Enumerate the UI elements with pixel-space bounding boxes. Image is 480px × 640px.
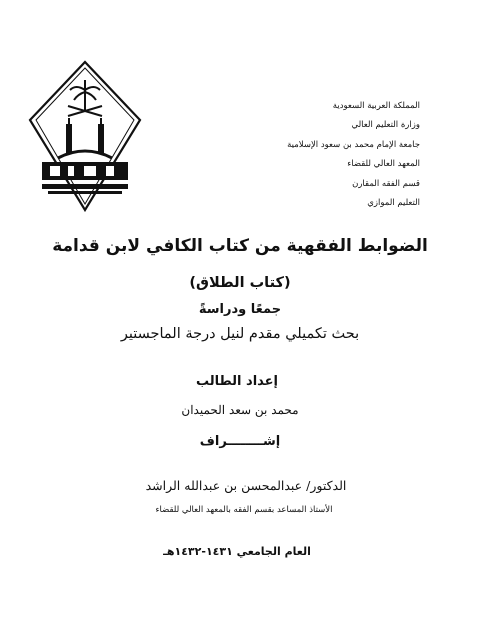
- supervisor-title: الأستاذ المساعد بقسم الفقه بالمعهد العالي للقضاء: [155, 505, 333, 515]
- research-purpose-line: بحث تكميلي مقدم لنيل درجة الماجستير: [120, 326, 360, 342]
- university-logo: [28, 60, 142, 212]
- header-line-ministry: وزارة التعليم العالي: [351, 120, 420, 131]
- palm-emblem-icon: [68, 80, 102, 116]
- supervision-label: إشــــــــراف: [199, 434, 281, 449]
- minaret-icon: [58, 118, 112, 158]
- header-line-program: التعليم الموازي: [367, 198, 420, 209]
- logo-wordmark-icon: [42, 162, 128, 194]
- header-line-institute: المعهد العالي للقضاء: [347, 159, 420, 170]
- header-line-university: جامعة الإمام محمد بن سعود الإسلامية: [287, 139, 420, 150]
- supervisor-name: الدكتور/ عبدالمحسن بن عبدالله الراشد: [145, 478, 347, 493]
- header-line-department: قسم الفقه المقارن: [352, 178, 420, 189]
- academic-year: العام الجامعي ١٤٣١-١٤٣٢هـ: [163, 545, 311, 558]
- institution-header: [220, 97, 420, 213]
- preparation-label: إعداد الطالب: [195, 374, 279, 389]
- header-line-country: المملكة العربية السعودية: [332, 101, 420, 111]
- thesis-title: الضوابط الفقهية من كتاب الكافي لابن قدامة: [52, 236, 428, 256]
- collect-study-line: جمعًا ودراسةً: [198, 302, 282, 317]
- student-name: محمد بن سعد الحميدان: [181, 403, 299, 417]
- thesis-subtitle: (كتاب الطلاق): [189, 275, 291, 291]
